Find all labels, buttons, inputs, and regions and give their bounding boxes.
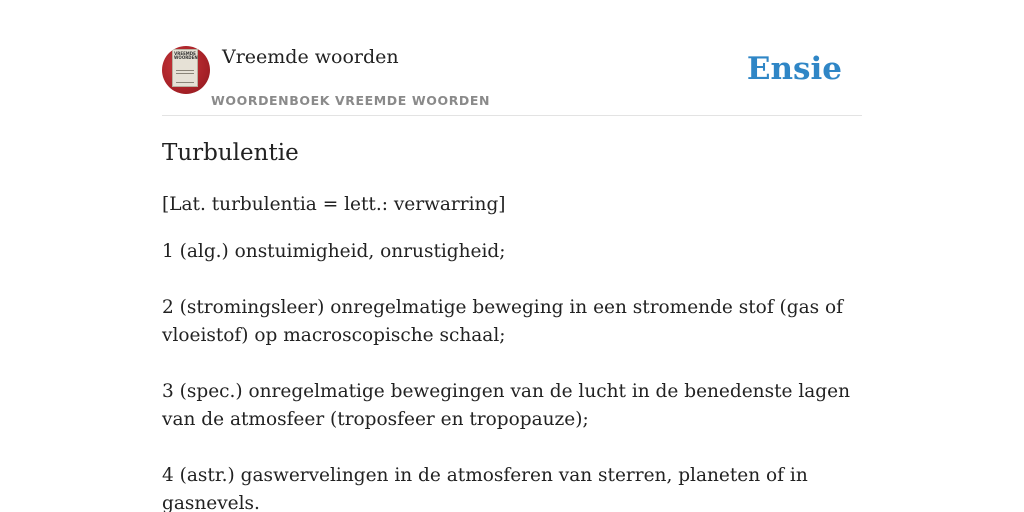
site-header [162,46,862,116]
entry-term: Turbulentie [162,140,299,166]
ensie-logo-link[interactable]: Ensie [746,51,842,87]
entry-etymology: [Lat. turbulentia = lett.: verwarring] [162,194,506,215]
definition-item: 1 (alg.) onstuimigheid, onrustigheid; [162,241,506,262]
definitions-list [162,238,862,512]
book-cover-line [176,73,194,74]
book-cover-line [176,82,194,83]
definition-item: 4 (astr.) gaswervelingen in de atmosferen van sterren, planeten of in gasnevels. [162,465,808,512]
book-cover-line [176,70,194,71]
header-divider [162,115,862,116]
dictionary-title[interactable]: Vreemde woorden [222,46,399,68]
book-cover-image [172,49,198,87]
dictionary-avatar[interactable] [162,46,210,94]
dictionary-subtitle: WOORDENBOEK VREEMDE WOORDEN [211,93,491,108]
definition-item: 2 (stromingsleer) onregelmatige beweging in een stromende stof (gas of vloeistof) op macroscopische schaal; [162,297,843,346]
book-cover-title: VREEMDE WOORDEN [174,51,198,60]
definition-item: 3 (spec.) onregelmatige bewegingen van de lucht in de benedenste lagen van de atmosfeer (troposfeer en tropopauze); [162,381,850,430]
